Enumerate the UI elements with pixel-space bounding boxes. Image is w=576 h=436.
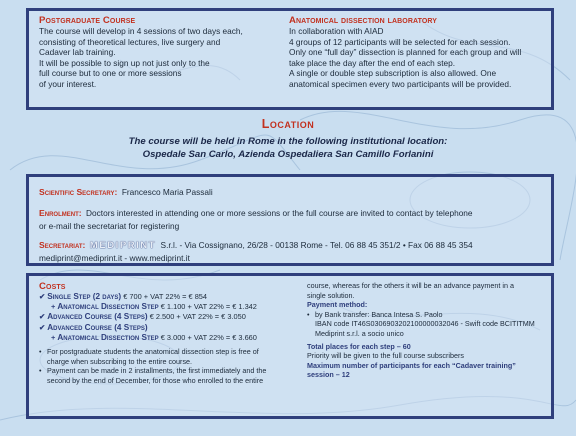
- cost-item-price: € 1.100 + VAT 22% = € 1.342: [160, 302, 257, 312]
- secretariat-label: Secretariat:: [39, 240, 86, 250]
- payment-note-cont: course, whereas for the others it will be an advance payment in a: [307, 281, 514, 290]
- payment-line: • by Bank transfer: Banca Intesa S. Paolo: [315, 309, 443, 319]
- total-places: Total places for each step – 60: [307, 341, 411, 351]
- cost-item-price: € 3.000 + VAT 22% = € 3.660: [160, 332, 257, 342]
- enrolment-text: Doctors interested in attending one or more sessions or the full course are invited to contact by telephone: [86, 208, 473, 218]
- cost-item-name: Anatomical Dissection Step: [57, 332, 159, 342]
- payment-line: Mediprint s.r.l. a socio unico: [315, 328, 404, 338]
- priority-note: Priority will be given to the full course subscribers: [307, 351, 464, 361]
- enrolment-label: Enrolment:: [39, 208, 82, 218]
- max-participants: Maximum number of participants for each “Cadaver training”: [307, 360, 516, 370]
- cost-note: [39, 347, 301, 366]
- dissection-line: 4 groups of 12 participants will be selected for each session.: [289, 36, 511, 47]
- secretariat-row: [39, 235, 549, 264]
- secretariat-contacts: mediprint@mediprint.it - www.mediprint.it: [39, 253, 190, 263]
- dissection-line: A single or double step subscription is also allowed. One: [289, 68, 497, 79]
- dissection-lab-title: Anatomical dissection laboratory: [289, 15, 438, 26]
- mediprint-logo: MEDIPRINT: [89, 240, 157, 251]
- cost-item-price: € 2.500 + VAT 22% = € 3.050: [149, 312, 246, 322]
- cost-item-name: Advanced Course (4 Steps): [47, 312, 148, 322]
- secretariat-address: S.r.l. - Via Cossignano, 26/28 - 00138 Rome - Tel. 06 88 45 351/2 • Fax 06 88 45 354: [160, 240, 473, 250]
- cost-note-line: second by the end of December, for those who enrolled to the entire: [47, 375, 264, 385]
- cost-item-price: € 700 + VAT 22% = € 854: [123, 292, 208, 301]
- cost-item-name: Advanced Course (4 Steps): [47, 322, 148, 332]
- scientific-secretary-label: Scientific Secretary:: [39, 187, 118, 197]
- cost-item: [39, 312, 301, 322]
- postgraduate-line: of your interest.: [39, 78, 97, 89]
- payment-note-cont: single solution.: [307, 290, 355, 300]
- location-title: Location: [261, 117, 315, 131]
- postgraduate-line: The course will develop in 4 sessions of two days each,: [39, 26, 243, 36]
- cost-item: [39, 292, 301, 302]
- cost-note-line: • For postgraduate students the anatomical dissection step is free of: [47, 347, 259, 357]
- payment-method-item: [307, 310, 551, 339]
- postgraduate-course-section: [39, 15, 289, 90]
- costs-title: Costs: [39, 281, 66, 292]
- cost-item-name: Single Step (2 days): [47, 292, 122, 301]
- scientific-secretary-value: Francesco Maria Passali: [121, 187, 213, 197]
- enrolment-row: [39, 203, 549, 232]
- plus-icon: +: [51, 332, 56, 342]
- dissection-line: anatomical specimen every two participants will be provided.: [289, 78, 512, 89]
- max-participants-cont: session – 12: [307, 370, 350, 380]
- postgraduate-course-title: Postgraduate Course: [39, 15, 136, 26]
- plus-icon: +: [51, 302, 56, 312]
- costs-right-column: [307, 281, 551, 380]
- location-intro: The course will be held in Rome in the following institutional location:: [128, 136, 448, 147]
- iban-line: IBAN code IT46S0306903202100000032046 - Swift code BCITITMM: [315, 319, 535, 329]
- costs-left-column: [39, 281, 301, 385]
- cost-note-line: charge when subscribing to the entire course.: [47, 356, 193, 366]
- cost-note-line: • Payment can be made in 2 installments, the first immediately and the: [47, 366, 267, 376]
- cost-note: [39, 366, 301, 385]
- dissection-line: take place the day after the end of each step.: [289, 57, 456, 68]
- cost-item: [39, 323, 301, 333]
- postgraduate-line: consisting of theoretical lectures, live surgery and: [39, 36, 221, 47]
- course-info-panel: [26, 8, 554, 110]
- check-icon: ✔: [39, 322, 46, 332]
- payment-method-title: Payment method:: [307, 300, 368, 310]
- postgraduate-line: full course but to one or more sessions: [39, 68, 182, 79]
- dissection-lab-section: [289, 15, 551, 90]
- postgraduate-line: Cadaver lab training.: [39, 47, 116, 58]
- enrolment-text-cont: or e-mail the secretariat for registering: [39, 221, 180, 231]
- postgraduate-line: It will be possible to sign up not just only to the: [39, 57, 210, 68]
- dissection-line: In collaboration with AIAD: [289, 26, 384, 36]
- check-icon: ✔: [39, 312, 46, 322]
- cost-item: [39, 302, 301, 312]
- cost-item: [39, 333, 301, 343]
- cost-notes: [39, 347, 301, 385]
- secretariat-panel: [26, 174, 554, 266]
- costs-panel: [26, 273, 554, 419]
- scientific-secretary-row: [39, 182, 549, 200]
- cost-item-name: Anatomical Dissection Step: [57, 302, 159, 312]
- dissection-line: Only one “full day” dissection is planned for each group and will: [289, 47, 522, 58]
- location-venue: Ospedale San Carlo, Azienda Ospedaliera San Camillo Forlanini: [142, 149, 434, 160]
- check-icon: ✔: [39, 292, 46, 301]
